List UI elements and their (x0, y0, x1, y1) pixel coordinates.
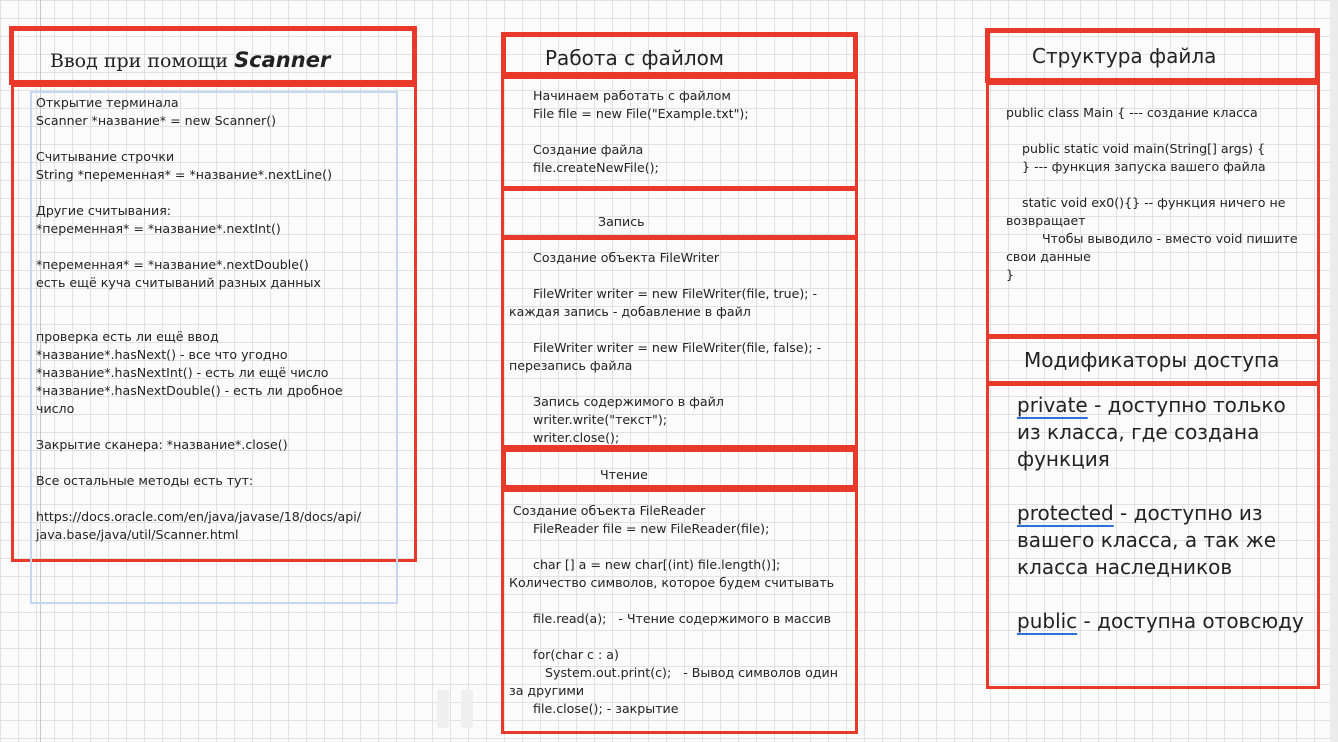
scanner-line (36, 130, 361, 148)
scanner-line: *название*.hasNextInt() - есть ли ещё число (36, 365, 329, 380)
file-title-frame[interactable] (501, 32, 858, 77)
file-intro-line: file.createNewFile(); (509, 160, 659, 175)
read-line: file.close(); - закрытие (509, 701, 679, 716)
read-header-frame[interactable] (501, 447, 858, 490)
scanner-line: Закрытие сканера: *название*.close() (36, 437, 288, 452)
modifier-line (1017, 446, 1304, 473)
read-line: FileReader file = new FileReader(file); (509, 521, 770, 536)
scanner-line: *переменная* = *название*.nextInt() (36, 221, 281, 236)
file-title: Работа с файлом (545, 46, 724, 70)
scanner-line: Считывание строчки (36, 149, 175, 164)
modifier-description: функция (1017, 447, 1110, 471)
modifier-description: - доступна отовсюду (1077, 609, 1304, 633)
scanner-title-text: Ввод при помощи (50, 50, 235, 72)
modifier-description: - доступно только (1087, 393, 1286, 417)
modifier-line (1017, 608, 1304, 635)
structure-line: возвращает (1006, 213, 1086, 228)
scanner-title-keyword: Scanner (234, 48, 331, 72)
read-line (509, 628, 838, 646)
modifier-item (1017, 500, 1304, 581)
modifier-line (1017, 527, 1304, 554)
write-line: Запись содержимого в файл (509, 394, 724, 409)
scanner-line: Scanner *название* = new Scanner() (36, 113, 277, 128)
modifier-description: из класса, где создана (1017, 420, 1260, 444)
modifier-keyword: protected (1017, 501, 1114, 525)
modifier-line (1017, 419, 1304, 446)
scanner-line: проверка есть ли ещё ввод (36, 329, 219, 344)
scanner-line (36, 418, 361, 436)
scanner-line: String *переменная* = *название*.nextLine() (36, 167, 332, 182)
canvas-scrollbar[interactable] (1330, 0, 1338, 742)
modifier-item (1017, 392, 1304, 473)
scanner-line: Открытие терминала (36, 95, 179, 110)
write-header-frame[interactable] (501, 188, 858, 238)
modifier-keyword: public (1017, 609, 1078, 633)
modifier-line (1017, 500, 1304, 527)
structure-body-frame[interactable] (986, 82, 1320, 337)
modifiers-title-frame[interactable] (986, 336, 1320, 384)
read-line: за другими (509, 683, 585, 698)
modifier-item (1017, 608, 1304, 635)
modifier-line (1017, 554, 1304, 581)
write-line (509, 267, 821, 285)
write-body (509, 249, 821, 447)
scanner-line (36, 184, 361, 202)
scanner-line: *переменная* = *название*.nextDouble() (36, 257, 309, 272)
file-intro-line (509, 123, 749, 141)
scanner-line (36, 310, 361, 328)
write-line: Создание объекта FileWriter (509, 250, 720, 265)
scanner-line (36, 238, 361, 256)
write-header: Запись (598, 214, 645, 229)
read-body-frame[interactable] (501, 489, 858, 734)
read-line: Создание объекта FileReader (509, 503, 706, 518)
write-line: writer.write("текст"); (509, 412, 667, 427)
structure-body (1006, 104, 1298, 284)
read-header: Чтение (600, 467, 648, 482)
read-line (509, 592, 838, 610)
write-line (509, 375, 821, 393)
write-line (509, 321, 821, 339)
modifier-line (1017, 392, 1304, 419)
structure-line: public class Main { --- создание класса (1006, 105, 1258, 120)
write-line: перезапись файла (509, 358, 633, 373)
write-line: FileWriter writer = new FileWriter(file, true); - (509, 286, 818, 301)
modifiers-title: Модификаторы доступа (1024, 348, 1280, 372)
structure-line: static void ex0(){} -- функция ничего не (1006, 195, 1286, 210)
scanner-line: Другие считывания: (36, 203, 172, 218)
structure-line (1006, 176, 1298, 194)
structure-line: Чтобы выводило - вместо void пишите (1006, 231, 1298, 246)
write-body-frame[interactable] (501, 237, 858, 448)
modifier-description: - доступно из (1113, 501, 1263, 525)
structure-title-frame[interactable] (985, 28, 1320, 83)
scanner-title (50, 48, 330, 72)
modifier-description: класса наследников (1017, 555, 1233, 579)
read-line: file.read(a); - Чтение содержимого в массив (509, 611, 832, 626)
modifier-keyword: private (1017, 393, 1088, 417)
file-intro-body (509, 87, 749, 177)
read-body (509, 502, 838, 718)
modifiers-body-frame[interactable] (986, 383, 1320, 689)
write-line: каждая запись - добавление в файл (509, 304, 751, 319)
scanner-line: есть ещё куча считываний разных данных (36, 275, 321, 290)
structure-line: } (1006, 267, 1015, 282)
scanner-line: *название*.hasNext() - все что угодно (36, 347, 288, 362)
scanner-line: *название*.hasNextDouble() - есть ли дробное (36, 383, 343, 398)
structure-line: } --- функция запуска вашего файла (1006, 159, 1266, 174)
pause-icon-bar-left (437, 690, 449, 728)
modifiers-body (1017, 392, 1304, 662)
file-intro-line: Создание файла (509, 142, 644, 157)
scanner-line: Все остальные методы есть тут: (36, 473, 254, 488)
file-intro-line: File file = new File("Example.txt"); (509, 106, 749, 121)
scanner-line: java.base/java/util/Scanner.html (36, 527, 239, 542)
write-line: writer.close(); (509, 430, 620, 445)
scanner-line (36, 292, 361, 310)
scanner-title-frame[interactable] (9, 26, 417, 85)
pause-icon-bar-right (461, 690, 473, 728)
read-line: Количество символов, которое будем считывать (509, 575, 835, 590)
read-line: char [] a = new char[(int) file.length()]; (509, 557, 781, 572)
read-line (509, 538, 838, 556)
write-line: FileWriter writer = new FileWriter(file, false); - (509, 340, 822, 355)
modifier-description: вашего класса, а так же (1017, 528, 1277, 552)
file-intro-frame[interactable] (501, 76, 858, 189)
structure-line: public static void main(String[] args) { (1006, 141, 1266, 156)
read-line: for(char c : a) (509, 647, 619, 662)
scanner-line (36, 454, 361, 472)
scanner-line: https://docs.oracle.com/en/java/javase/18/docs/api/ (36, 509, 361, 524)
structure-line: свои данные (1006, 249, 1091, 264)
scanner-line: число (36, 401, 75, 416)
read-line: System.out.print(c); - Вывод символов один (509, 665, 838, 680)
scanner-body (36, 94, 361, 544)
structure-line (1006, 122, 1298, 140)
structure-title: Структура файла (1032, 44, 1217, 68)
file-intro-line: Начинаем работать с файлом (509, 88, 731, 103)
scanner-line (36, 490, 361, 508)
